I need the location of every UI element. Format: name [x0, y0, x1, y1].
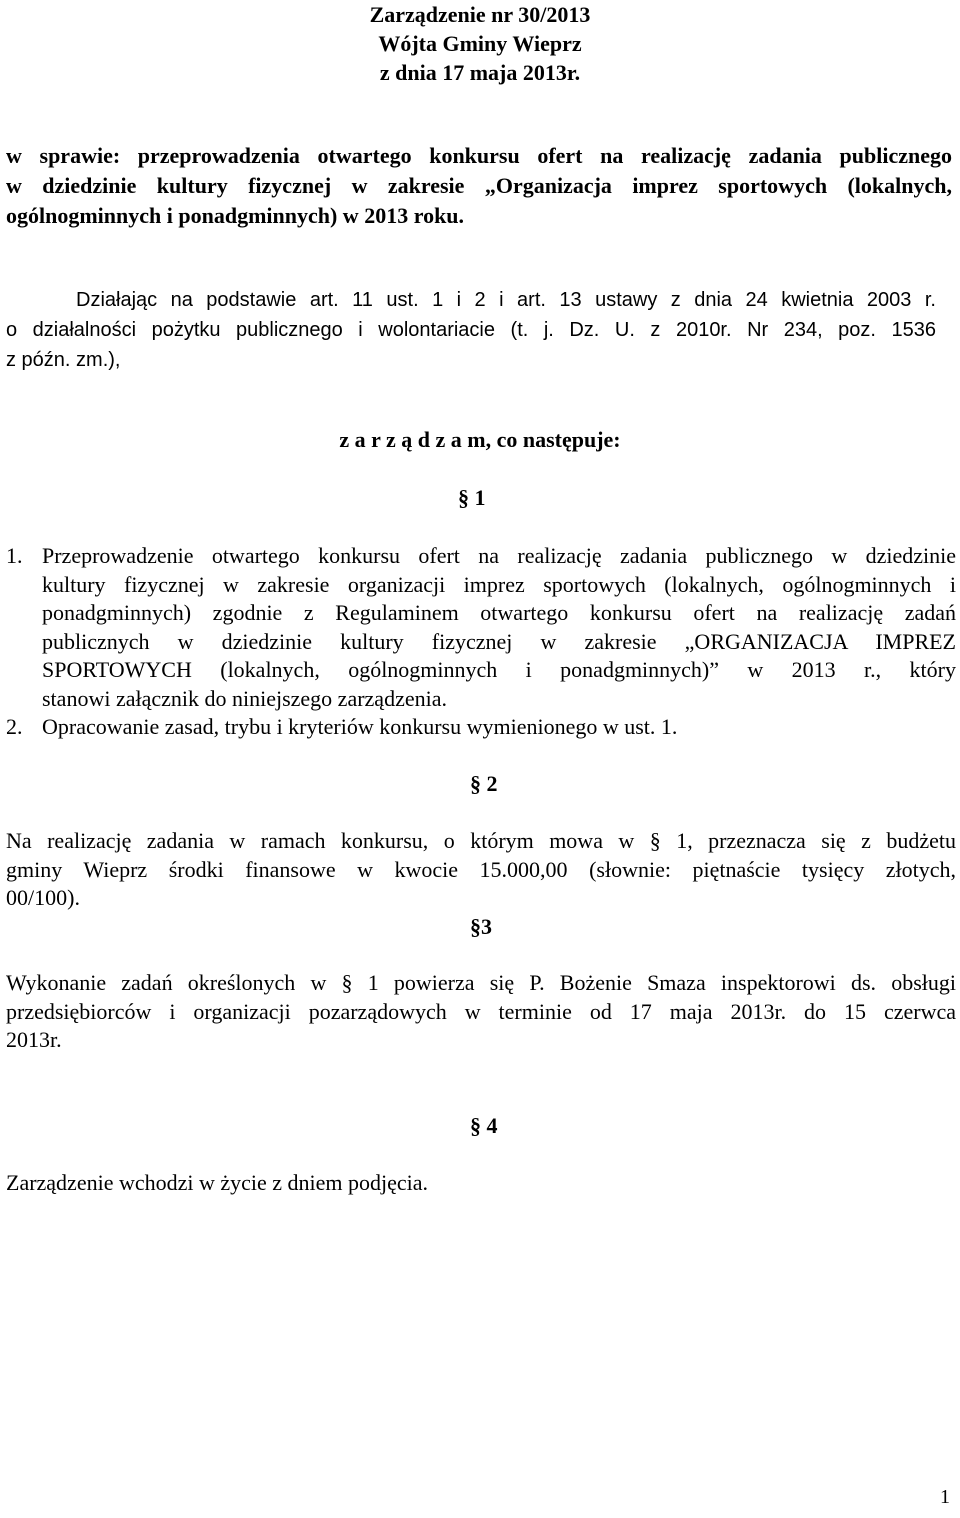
list-item [6, 713, 956, 742]
section-3-line: Wykonanie zadań określonych w § 1 powierza się P. Bożenie Smaza inspektorowi ds. obsługi [6, 970, 956, 995]
list-item [6, 542, 956, 713]
section-3-text [6, 969, 956, 1055]
document-title-date: z dnia 17 maja 2013r. [379, 60, 581, 85]
section-3-heading: §3 [470, 914, 492, 939]
list-item-number: 1. [6, 543, 23, 568]
subject-line: w sprawie: przeprowadzenia otwartego konkursu ofert na realizację zadania publicznego [6, 143, 952, 168]
subject-line: ogólnogminnych i ponadgminnych) w 2013 roku. [6, 203, 465, 228]
section-4-heading: § 4 [470, 1113, 498, 1138]
section-3-line: 2013r. [6, 1027, 62, 1052]
section-1-heading: § 1 [458, 485, 486, 510]
section-2-text [6, 827, 956, 913]
section-4-text: Zarządzenie wchodzi w życie z dniem podjęcia. [6, 1170, 429, 1195]
section-2-heading: § 2 [470, 771, 498, 796]
list-item-line: stanowi załącznik do niniejszego zarządzenia. [42, 685, 447, 711]
document-title-line-1: Zarządzenie nr 30/2013 [369, 2, 591, 27]
legal-basis-line: Działając na podstawie art. 11 ust. 1 i 2 i art. 13 ustawy z dnia 24 kwietnia 2003 r. [76, 289, 936, 311]
list-item-line: kultury fizycznej w zakresie organizacji imprez sportowych (lokalnych, ogólnogminnych i [42, 571, 956, 597]
list-item-line: SPORTOWYCH (lokalnych, ogólnogminnych i ponadgminnych)” w 2013 r., który [42, 657, 956, 682]
section-2-line: 00/100). [6, 885, 80, 910]
document-title-line-2: Wójta Gminy Wieprz [378, 31, 582, 56]
decree-phrase: z a r z ą d z a m, co następuje: [339, 427, 621, 452]
legal-basis-line: z późn. zm.), [6, 349, 121, 371]
list-item-line: ponadgminnych) zgodnie z Regulaminem otwartego konkursu ofert na realizację zadań [42, 600, 956, 625]
list-item-line: Przeprowadzenie otwartego konkursu ofert na realizację zadania publicznego w dziedzinie [42, 543, 956, 568]
subject-line: w dziedzinie kultury fizycznej w zakresie „Organizacja imprez sportowych (lokalnych, [6, 173, 952, 198]
page-number: 1 [940, 1486, 950, 1508]
section-1-list [6, 542, 956, 742]
list-item-line: Opracowanie zasad, trybu i kryteriów konkursu wymienionego w ust. 1. [42, 714, 678, 739]
legal-basis [6, 285, 936, 375]
list-item-number: 2. [6, 714, 23, 739]
legal-basis-line: o działalności pożytku publicznego i wolontariacie (t. j. Dz. U. z 2010r. Nr 234, poz. 1536 [6, 319, 936, 341]
list-item-line: publicznych w dziedzinie kultury fizycznej w zakresie „ORGANIZACJA IMPREZ [42, 628, 956, 654]
section-2-line: gminy Wieprz środki finansowe w kwocie 15.000,00 (słownie: piętnaście tysięcy złotych, [6, 856, 956, 882]
subject-block [6, 141, 952, 231]
section-2-line: Na realizację zadania w ramach konkursu, o którym mowa w § 1, przeznacza się z budżetu [6, 828, 956, 853]
section-3-line: przedsiębiorców i organizacji pozarządowych w terminie od 17 maja 2013r. do 15 czerwca [6, 998, 956, 1024]
